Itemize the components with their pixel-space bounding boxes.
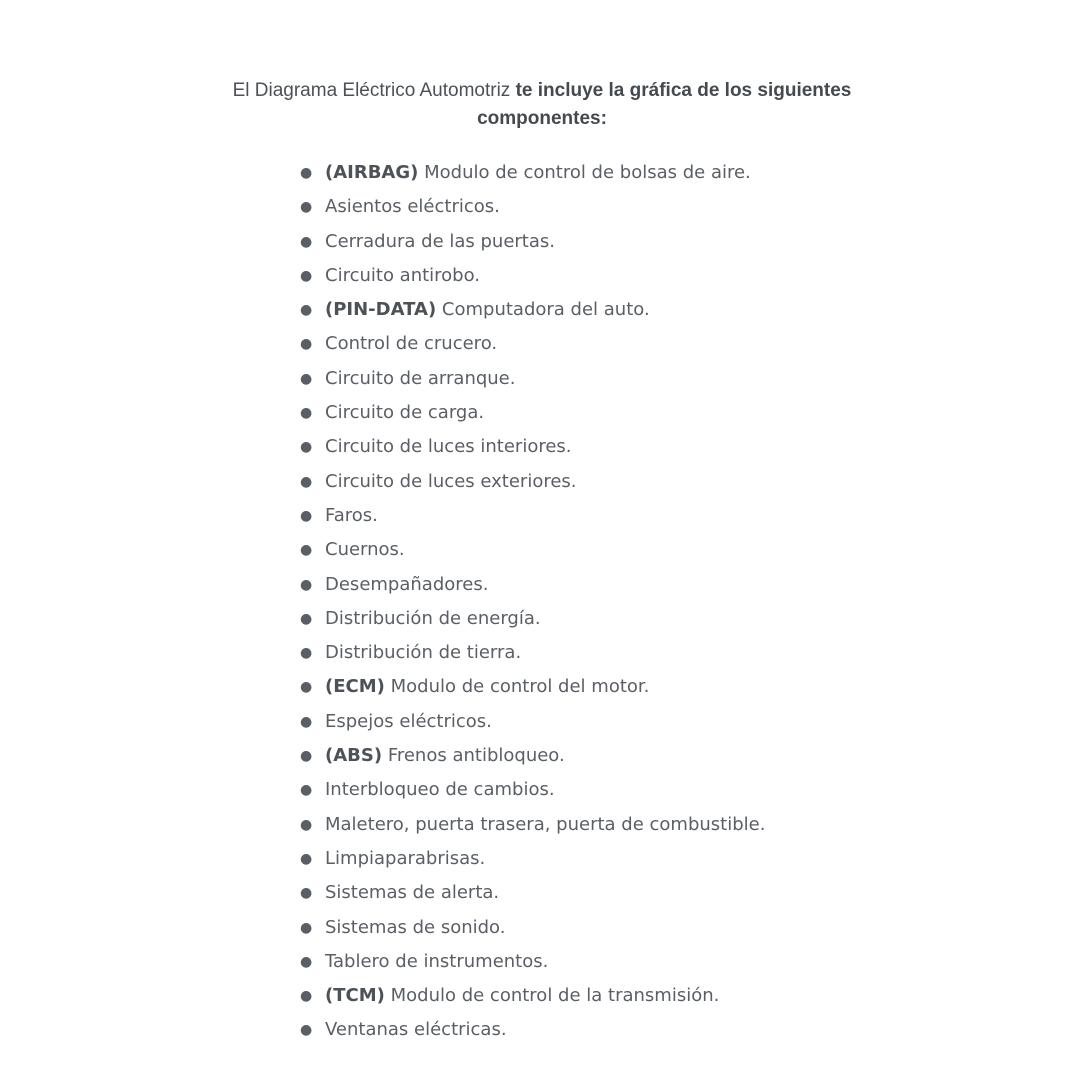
component-text: Interbloqueo de cambios. xyxy=(325,779,555,801)
component-text: Cuernos. xyxy=(325,539,405,561)
list-item xyxy=(300,362,765,396)
list-item xyxy=(300,430,765,464)
bullet-icon: ● xyxy=(300,302,313,319)
component-text: Cerradura de las puertas. xyxy=(325,230,555,252)
list-item xyxy=(300,773,765,807)
bullet-icon: ● xyxy=(300,233,313,250)
list-item xyxy=(300,670,765,704)
component-text: Circuito de carga. xyxy=(325,402,485,424)
bullet-icon: ● xyxy=(300,816,313,833)
component-text: Desempañadores. xyxy=(325,573,489,595)
list-item xyxy=(300,259,765,293)
bullet-icon: ● xyxy=(300,748,313,765)
list-item xyxy=(300,842,765,876)
component-text: Circuito antirobo. xyxy=(325,264,481,286)
component-text: Espejos eléctricos. xyxy=(325,710,492,732)
bullet-icon: ● xyxy=(300,576,313,593)
component-text: Faros. xyxy=(325,504,378,526)
bullet-icon: ● xyxy=(300,610,313,627)
list-item xyxy=(300,945,765,979)
component-text: Circuito de luces exteriores. xyxy=(325,470,577,492)
intro-bold-text: te incluye la gráfica de los siguientes componentes: xyxy=(477,80,852,129)
component-code: (ABS) xyxy=(325,745,383,767)
list-item xyxy=(300,465,765,499)
component-text: Circuito de luces interiores. xyxy=(325,436,572,458)
bullet-icon: ● xyxy=(300,370,313,387)
bullet-icon: ● xyxy=(300,439,313,456)
bullet-icon: ● xyxy=(300,165,313,181)
bullet-icon: ● xyxy=(300,405,313,422)
component-text: Circuito de arranque. xyxy=(325,367,516,389)
list-item xyxy=(300,636,765,670)
list-item xyxy=(300,499,765,533)
list-item xyxy=(300,705,765,739)
list-item xyxy=(300,293,765,327)
component-text: Limpiaparabrisas. xyxy=(325,847,486,869)
component-text: Distribución de energía. xyxy=(325,607,541,629)
component-text: Distribución de tierra. xyxy=(325,642,522,664)
component-code: (PIN-DATA) xyxy=(325,299,437,321)
list-item xyxy=(300,808,765,842)
components-list xyxy=(300,156,765,1048)
intro-paragraph xyxy=(200,77,884,133)
component-text: Sistemas de alerta. xyxy=(325,882,500,904)
bullet-icon: ● xyxy=(300,885,313,902)
bullet-icon: ● xyxy=(300,507,313,524)
list-item xyxy=(300,156,765,190)
component-text: Ventanas eléctricas. xyxy=(325,1019,507,1041)
component-text: Computadora del auto. xyxy=(441,299,650,321)
list-item xyxy=(300,327,765,361)
list-item xyxy=(300,739,765,773)
list-item xyxy=(300,533,765,567)
component-text: Maletero, puerta trasera, puerta de combustible. xyxy=(325,813,766,835)
component-code: (AIRBAG) xyxy=(325,162,419,183)
bullet-icon: ● xyxy=(300,542,313,559)
bullet-icon: ● xyxy=(300,267,313,284)
list-item xyxy=(300,911,765,945)
list-item xyxy=(300,396,765,430)
component-text: Modulo de control de bolsas de aire. xyxy=(424,162,751,183)
list-item xyxy=(300,225,765,259)
bullet-icon: ● xyxy=(300,679,313,696)
bullet-icon: ● xyxy=(300,850,313,867)
bullet-icon: ● xyxy=(300,199,313,216)
component-text: Modulo de control del motor. xyxy=(390,676,650,698)
component-code: (ECM) xyxy=(325,676,385,698)
list-item xyxy=(300,190,765,224)
intro-text: El Diagrama Eléctrico Automotriz xyxy=(232,80,516,101)
list-item xyxy=(300,1013,765,1047)
bullet-icon: ● xyxy=(300,1022,313,1039)
bullet-icon: ● xyxy=(300,713,313,730)
bullet-icon: ● xyxy=(300,782,313,799)
list-item xyxy=(300,979,765,1013)
bullet-icon: ● xyxy=(300,953,313,970)
component-text: Control de crucero. xyxy=(325,333,498,355)
list-item xyxy=(300,568,765,602)
bullet-icon: ● xyxy=(300,645,313,662)
component-code: (TCM) xyxy=(325,985,385,1007)
bullet-icon: ● xyxy=(300,473,313,490)
list-item xyxy=(300,602,765,636)
component-text: Tablero de instrumentos. xyxy=(325,950,549,972)
bullet-icon: ● xyxy=(300,336,313,353)
bullet-icon: ● xyxy=(300,919,313,936)
component-text: Sistemas de sonido. xyxy=(325,916,506,938)
component-text: Frenos antibloqueo. xyxy=(387,745,565,767)
bullet-icon: ● xyxy=(300,988,313,1005)
component-text: Modulo de control de la transmisión. xyxy=(390,985,720,1007)
list-item xyxy=(300,876,765,910)
component-text: Asientos eléctricos. xyxy=(325,196,500,218)
